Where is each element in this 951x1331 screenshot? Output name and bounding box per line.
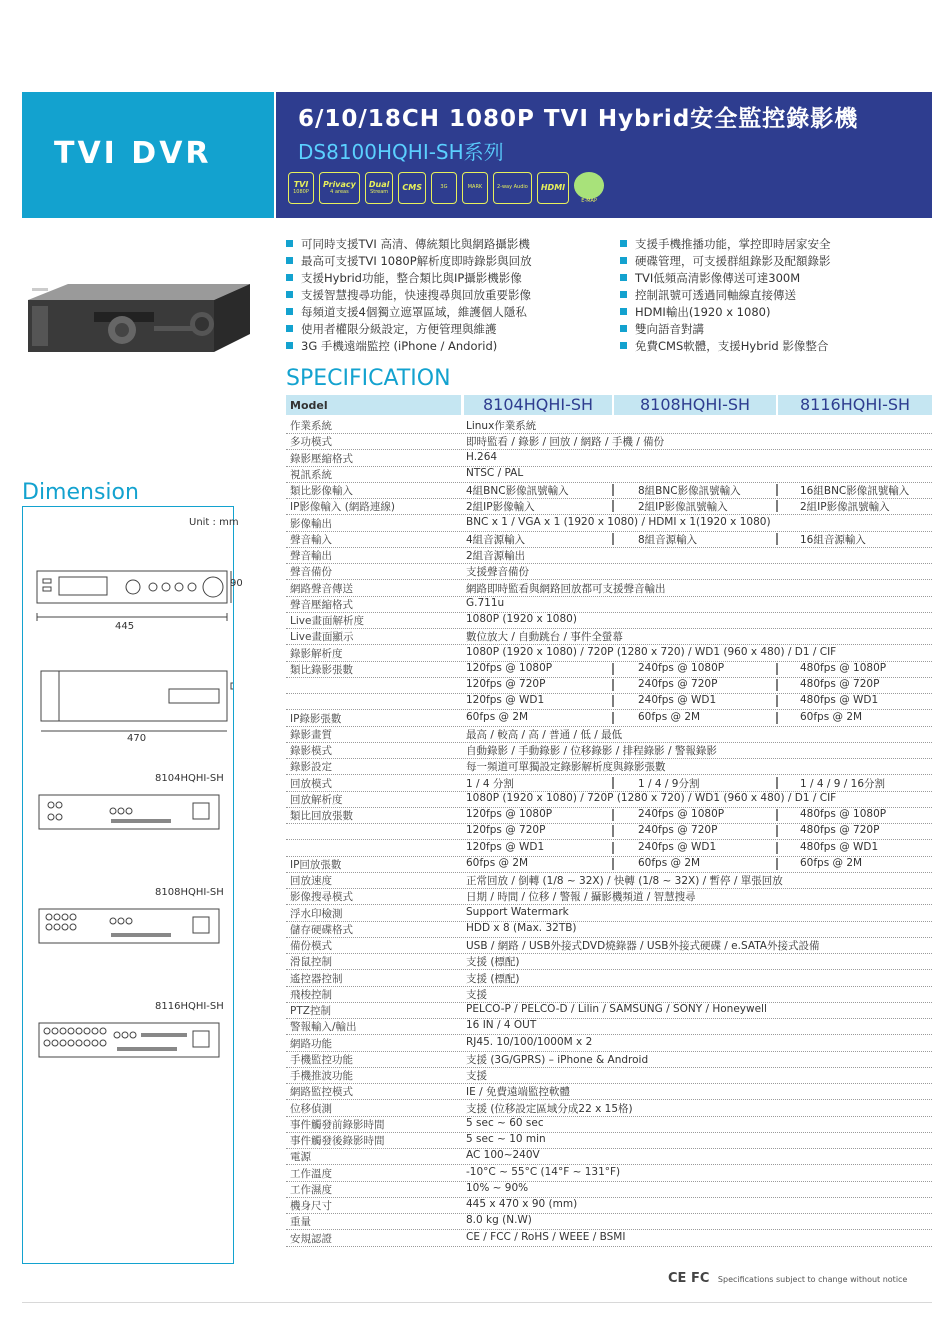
spec-table bbox=[286, 395, 932, 1252]
feature-item: 硬碟管理，可支援群組錄影及配額錄影 bbox=[620, 253, 831, 270]
spec-row bbox=[286, 580, 932, 597]
spec-row bbox=[286, 1148, 932, 1165]
spec-label: 事件觸發後錄影時間 bbox=[290, 1135, 385, 1147]
spec-label: 錄影解析度 bbox=[290, 647, 343, 660]
spec-label: 錄影模式 bbox=[290, 745, 332, 757]
spec-label: 備份模式 bbox=[290, 940, 332, 952]
spec-value: IE / 免費遠端監控軟體 bbox=[466, 1086, 570, 1099]
feature-item: 免費CMS軟體，支援Hybrid 影像整合 bbox=[620, 338, 828, 355]
column-separator bbox=[776, 825, 778, 837]
spec-value: 10% ~ 90% bbox=[466, 1181, 529, 1194]
column-separator bbox=[776, 484, 778, 496]
spec-value: 5 sec ~ 10 min bbox=[466, 1133, 546, 1145]
column-separator bbox=[776, 500, 778, 512]
spec-label: 聲音壓縮格式 bbox=[290, 598, 353, 611]
spec-label: IP影像輸入 (網路連線) bbox=[290, 501, 395, 514]
spec-label: 遙控器控制 bbox=[290, 972, 343, 985]
model-header-label: Model bbox=[286, 395, 461, 415]
column-separator bbox=[612, 484, 614, 496]
model-header-8104: 8104HQHI-SH bbox=[464, 395, 612, 415]
spec-label: 錄影畫質 bbox=[290, 728, 332, 741]
spec-value: 支援 (3G/GPRS) – iPhone & Android bbox=[466, 1053, 649, 1066]
spec-label: 類比錄影張數 bbox=[290, 663, 353, 676]
column-separator bbox=[612, 825, 614, 837]
spec-label: 回放解析度 bbox=[290, 793, 343, 806]
spec-value-c1: 120fps @ 720P bbox=[466, 824, 546, 837]
feature-item: 使用者權限分級設定，方便管理與維護 bbox=[286, 321, 497, 338]
column-separator bbox=[776, 712, 778, 724]
spec-label: 視訊系統 bbox=[290, 468, 332, 481]
spec-value: 正常回放 / 倒轉 (1/8 ~ 32X) / 快轉 (1/8 ~ 32X) / 暫停 / 單張回放 bbox=[466, 875, 783, 887]
spec-row bbox=[286, 1181, 932, 1198]
spec-value: G.711u bbox=[466, 596, 505, 609]
spec-value: Support Watermark bbox=[466, 905, 569, 918]
spec-label: 錄影設定 bbox=[290, 761, 332, 774]
spec-value-c2: 240fps @ WD1 bbox=[638, 694, 717, 707]
spec-value-c2: 240fps @ 1080P bbox=[638, 661, 725, 674]
spec-value-c3: 60fps @ 2M bbox=[800, 856, 863, 869]
rear-view-label-1: 8104HQHI-SH bbox=[155, 773, 224, 784]
bullet-square-icon bbox=[286, 257, 293, 264]
spec-row bbox=[286, 1018, 932, 1035]
feature-item: HDMI輸出(1920 x 1080) bbox=[620, 304, 770, 321]
spec-value: 即時監看 / 錄影 / 回放 / 網路 / 手機 / 備份 bbox=[466, 436, 665, 449]
spec-value: AC 100~240V bbox=[466, 1149, 540, 1162]
spec-label: 事件觸發前錄影時間 bbox=[290, 1118, 385, 1131]
column-separator bbox=[776, 809, 778, 821]
spec-value-c1: 60fps @ 2M bbox=[466, 856, 529, 869]
spec-label: 儲存硬碟格式 bbox=[290, 923, 353, 936]
spec-value: 支援 (位移設定區域分成22 x 15格) bbox=[466, 1102, 633, 1115]
spec-value: BNC x 1 / VGA x 1 (1920 x 1080) / HDMI x 1(1920 x 1080) bbox=[466, 515, 771, 528]
spec-row bbox=[286, 563, 932, 580]
bullet-square-icon bbox=[286, 291, 293, 298]
spec-label: 聲音備份 bbox=[290, 566, 332, 579]
spec-row bbox=[286, 1132, 932, 1149]
feature-item: 雙向語音對講 bbox=[620, 321, 704, 338]
spec-label: 網路功能 bbox=[290, 1037, 332, 1050]
spec-row bbox=[286, 840, 932, 857]
spec-row bbox=[286, 872, 932, 889]
spec-row bbox=[286, 661, 932, 678]
spec-value: 8.0 kg (N.W) bbox=[466, 1214, 532, 1227]
spec-value-c2: 240fps @ 720P bbox=[638, 824, 718, 837]
spec-value-c1: 120fps @ 1080P bbox=[466, 808, 553, 820]
spec-value: 支援 (標配) bbox=[466, 956, 520, 969]
column-separator bbox=[612, 679, 614, 691]
spec-value-c1: 2組IP影像輸入 bbox=[466, 501, 535, 514]
spec-row bbox=[286, 775, 932, 792]
bullet-square-icon bbox=[620, 257, 627, 264]
feature-item: 3G 手機遠端監控 (iPhone / Andorid) bbox=[286, 338, 497, 355]
spec-value-c2: 1 / 4 / 9分割 bbox=[638, 777, 700, 790]
feature-badge: TVI 1080P bbox=[288, 172, 314, 204]
bullet-square-icon bbox=[286, 342, 293, 349]
spec-value-c1: 120fps @ WD1 bbox=[466, 694, 545, 707]
bullet-square-icon bbox=[286, 274, 293, 281]
spec-value: 1080P (1920 x 1080) / 720P (1280 x 720) / WD1 (960 x 480) / D1 / CIF bbox=[466, 645, 837, 658]
spec-label: 網路監控模式 bbox=[290, 1086, 353, 1099]
unit-label: Unit : mm bbox=[189, 517, 239, 528]
spec-row bbox=[286, 856, 932, 873]
spec-row bbox=[286, 515, 932, 532]
height-dimension: 90 bbox=[230, 578, 243, 589]
spec-value: 最高 / 較高 / 高 / 普通 / 低 / 最低 bbox=[466, 728, 623, 741]
spec-row bbox=[286, 742, 932, 759]
spec-value: H.264 bbox=[466, 450, 498, 463]
model-header-8108: 8108HQHI-SH bbox=[614, 395, 776, 415]
feature-badge: 3G bbox=[431, 172, 457, 204]
spec-label: 安規認證 bbox=[290, 1232, 332, 1245]
feature-item: 支援Hybrid功能，整合類比與IP攝影機影像 bbox=[286, 270, 522, 287]
header-title-panel bbox=[276, 92, 932, 218]
spec-value-c1: 60fps @ 2M bbox=[466, 710, 529, 723]
bullet-square-icon bbox=[620, 325, 627, 332]
spec-row bbox=[286, 791, 932, 808]
product-title: 6/10/18CH 1080P TVI Hybrid安全監控錄影機 bbox=[298, 106, 859, 132]
spec-row bbox=[286, 417, 932, 434]
spec-row bbox=[286, 1035, 932, 1052]
spec-value-c3: 60fps @ 2M bbox=[800, 710, 863, 723]
spec-value-c1: 4組音源輸入 bbox=[466, 533, 526, 546]
brand-title: TVI DVR bbox=[54, 136, 212, 171]
feature-badge: MARK bbox=[462, 172, 488, 204]
spec-value-c1: 120fps @ 720P bbox=[466, 678, 546, 690]
product-series: DS8100HQHI-SH系列 bbox=[298, 140, 504, 164]
spec-value-c3: 480fps @ WD1 bbox=[800, 694, 879, 707]
spec-row bbox=[286, 450, 932, 467]
spec-value-c3: 480fps @ 720P bbox=[800, 824, 880, 837]
spec-label: 電源 bbox=[290, 1151, 311, 1164]
spec-value: 自動錄影 / 手動錄影 / 位移錄影 / 排程錄影 / 警報錄影 bbox=[466, 745, 717, 757]
column-separator bbox=[776, 679, 778, 691]
spec-value-c2: 60fps @ 2M bbox=[638, 710, 701, 723]
rear-view-label-2: 8108HQHI-SH bbox=[155, 887, 224, 898]
spec-value: -10°C ~ 55°C (14°F ~ 131°F) bbox=[466, 1165, 621, 1178]
feature-item: TVI低頻高清影像傳送可達300M bbox=[620, 270, 800, 287]
spec-row bbox=[286, 677, 932, 694]
spec-row bbox=[286, 1100, 932, 1117]
spec-row bbox=[286, 970, 932, 987]
emap-globe-icon bbox=[574, 172, 604, 199]
spec-value-c2: 8組音源輸入 bbox=[638, 533, 698, 546]
spec-label: Live畫面顯示 bbox=[290, 631, 354, 644]
spec-row bbox=[286, 612, 932, 629]
spec-label: 聲音輸入 bbox=[290, 533, 332, 546]
dimension-title: Dimension bbox=[22, 480, 139, 505]
spec-value: 16 IN / 4 OUT bbox=[466, 1019, 537, 1032]
spec-label: PTZ控制 bbox=[290, 1005, 331, 1017]
column-separator bbox=[612, 533, 614, 545]
spec-row bbox=[286, 1067, 932, 1084]
spec-row bbox=[286, 905, 932, 922]
column-separator bbox=[612, 663, 614, 675]
spec-label: 手機監控功能 bbox=[290, 1053, 353, 1066]
spec-row bbox=[286, 1002, 932, 1019]
spec-value-c3: 480fps @ 1080P bbox=[800, 661, 887, 674]
spec-row bbox=[286, 823, 932, 840]
spec-label: 影像輸出 bbox=[290, 517, 332, 530]
spec-row bbox=[286, 758, 932, 775]
column-separator bbox=[776, 858, 778, 870]
spec-value-c1: 1 / 4 分割 bbox=[466, 777, 514, 790]
spec-label: 錄影壓縮格式 bbox=[290, 452, 353, 465]
spec-value: 5 sec ~ 60 sec bbox=[466, 1116, 544, 1129]
spec-label: 警報輸入/輸出 bbox=[290, 1021, 357, 1034]
bullet-square-icon bbox=[620, 291, 627, 298]
spec-row bbox=[286, 1165, 932, 1182]
bullet-square-icon bbox=[286, 325, 293, 332]
spec-value: 445 x 470 x 90 (mm) bbox=[466, 1198, 578, 1210]
footer-divider bbox=[22, 1302, 932, 1303]
spec-row bbox=[286, 710, 932, 727]
rear-view-8104 bbox=[37, 793, 223, 833]
spec-value-c2: 240fps @ 720P bbox=[638, 678, 718, 690]
spec-value: 每一頻道可單獨設定錄影解析度與錄影張數 bbox=[466, 761, 666, 774]
spec-value: 網路即時監看與網路回放都可支援聲音輸出 bbox=[466, 582, 666, 595]
feature-badge: 2-way Audio bbox=[493, 172, 532, 204]
spec-value-c3: 16組音源輸入 bbox=[800, 533, 866, 546]
spec-row bbox=[286, 953, 932, 970]
width-dimension: 445 bbox=[115, 621, 135, 632]
spec-value-c1: 120fps @ WD1 bbox=[466, 840, 545, 853]
spec-row bbox=[286, 1230, 932, 1247]
spec-label: 回放模式 bbox=[290, 777, 332, 790]
spec-value: Linux作業系統 bbox=[466, 420, 537, 432]
spec-value: HDD x 8 (Max. 32TB) bbox=[466, 921, 577, 934]
ce-fc-mark: CE FC bbox=[668, 1271, 710, 1286]
spec-label: 工作濕度 bbox=[290, 1183, 332, 1196]
spec-value-c1: 120fps @ 1080P bbox=[466, 661, 553, 674]
rear-view-label-3: 8116HQHI-SH bbox=[155, 1001, 224, 1012]
spec-value: 支援 bbox=[466, 988, 487, 1001]
spec-value: 支援 bbox=[466, 1070, 487, 1082]
spec-value: 2組音源輸出 bbox=[466, 550, 526, 562]
spec-label: 作業系統 bbox=[290, 420, 332, 432]
column-separator bbox=[612, 500, 614, 512]
spec-row bbox=[286, 1051, 932, 1068]
spec-label: 手機推波功能 bbox=[290, 1070, 353, 1082]
spec-value-c3: 16組BNC影像訊號輸入 bbox=[800, 485, 910, 497]
spec-label: 聲音輸出 bbox=[290, 550, 332, 562]
spec-value-c2: 240fps @ WD1 bbox=[638, 840, 717, 853]
spec-label: 類比回放張數 bbox=[290, 810, 353, 822]
spec-row bbox=[286, 628, 932, 645]
feature-item: 可同時支援TVI 高清、傳統類比與網路攝影機 bbox=[286, 236, 530, 253]
spec-row bbox=[286, 498, 932, 515]
feature-item: 最高可支援TVI 1080P解析度即時錄影與回放 bbox=[286, 253, 532, 270]
spec-label: IP回放張數 bbox=[290, 858, 342, 871]
spec-label: 飛梭控制 bbox=[290, 988, 332, 1001]
spec-value: 數位放大 / 自動跳台 / 事件全螢幕 bbox=[466, 631, 623, 644]
column-separator bbox=[612, 858, 614, 870]
spec-row bbox=[286, 1197, 932, 1214]
bullet-square-icon bbox=[620, 308, 627, 315]
footer-note-text: Specifications subject to change without notice bbox=[717, 1275, 908, 1284]
spec-row bbox=[286, 433, 932, 450]
rear-view-8116 bbox=[37, 1021, 223, 1061]
spec-row bbox=[286, 466, 932, 483]
spec-row bbox=[286, 547, 932, 564]
spec-label: 工作溫度 bbox=[290, 1167, 332, 1180]
column-separator bbox=[612, 842, 614, 854]
spec-value: 1080P (1920 x 1080) / 720P (1280 x 720) / WD1 (960 x 480) / D1 / CIF bbox=[466, 791, 837, 804]
spec-row bbox=[286, 807, 932, 824]
spec-value-c1: 4組BNC影像訊號輸入 bbox=[466, 485, 569, 497]
column-separator bbox=[612, 695, 614, 707]
spec-value-c2: 60fps @ 2M bbox=[638, 856, 701, 869]
spec-label: 滑鼠控制 bbox=[290, 956, 332, 969]
spec-value: 日期 / 時間 / 位移 / 警報 / 攝影機頻道 / 智慧搜尋 bbox=[466, 891, 696, 904]
model-header-8116: 8116HQHI-SH bbox=[778, 395, 932, 415]
spec-value-c3: 1 / 4 / 9 / 16分割 bbox=[800, 777, 886, 790]
spec-value-c3: 480fps @ 1080P bbox=[800, 808, 887, 820]
spec-value-c3: 480fps @ 720P bbox=[800, 678, 880, 690]
spec-value: USB / 網路 / USB外接式DVD燒錄器 / USB外接式硬碟 / e.SATA外接式設備 bbox=[466, 940, 820, 952]
spec-row bbox=[286, 1116, 932, 1133]
spec-label: 回放速度 bbox=[290, 875, 332, 887]
column-separator bbox=[776, 777, 778, 789]
spec-value-c2: 2組IP影像訊號輸入 bbox=[638, 501, 728, 514]
feature-item: 支援智慧搜尋功能，快速搜尋與回放重要影像 bbox=[286, 287, 531, 304]
column-separator bbox=[612, 777, 614, 789]
feature-badge: Dual Stream bbox=[365, 172, 393, 204]
spec-value-c2: 240fps @ 1080P bbox=[638, 808, 725, 820]
column-separator bbox=[612, 809, 614, 821]
spec-row bbox=[286, 482, 932, 499]
spec-label: 多功模式 bbox=[290, 436, 332, 449]
spec-value: 支援聲音備份 bbox=[466, 566, 529, 579]
spec-label: 影像搜尋模式 bbox=[290, 891, 353, 904]
spec-label: Live畫面解析度 bbox=[290, 615, 364, 627]
spec-row bbox=[286, 693, 932, 710]
feature-badge: CMS bbox=[398, 172, 426, 204]
column-separator bbox=[776, 842, 778, 854]
spec-row bbox=[286, 596, 932, 613]
spec-row bbox=[286, 986, 932, 1003]
footer-note bbox=[668, 1271, 907, 1286]
spec-row bbox=[286, 921, 932, 938]
feature-badge: HDMI bbox=[537, 172, 569, 204]
feature-item: 支援手機推播功能，掌控即時居家安全 bbox=[620, 236, 831, 253]
spec-label: IP錄影張數 bbox=[290, 712, 342, 725]
spec-label: 位移偵測 bbox=[290, 1102, 332, 1115]
column-separator bbox=[776, 663, 778, 675]
feature-item: 控制訊號可透過同軸線直接傳送 bbox=[620, 287, 796, 304]
spec-label: 浮水印檢測 bbox=[290, 907, 343, 920]
spec-value-c3: 2組IP影像訊號輸入 bbox=[800, 501, 890, 514]
spec-section-title: SPECIFICATION bbox=[286, 366, 451, 391]
spec-value: NTSC / PAL bbox=[466, 466, 524, 479]
rear-view-8108 bbox=[37, 907, 223, 947]
feature-badge: E-MAP bbox=[574, 172, 604, 204]
spec-value-c2: 8組BNC影像訊號輸入 bbox=[638, 485, 741, 497]
dimension-panel bbox=[22, 506, 243, 1264]
bullet-square-icon bbox=[286, 308, 293, 315]
spec-row bbox=[286, 531, 932, 548]
spec-row bbox=[286, 888, 932, 905]
spec-label: 機身尺寸 bbox=[290, 1200, 332, 1212]
spec-row bbox=[286, 937, 932, 954]
spec-label: 網路聲音傳送 bbox=[290, 582, 353, 595]
spec-row bbox=[286, 726, 932, 743]
depth-dimension: 470 bbox=[127, 733, 147, 744]
spec-value: 1080P (1920 x 1080) bbox=[466, 613, 577, 625]
header-brand-panel bbox=[22, 92, 274, 218]
spec-label: 類比影像輸入 bbox=[290, 485, 353, 497]
spec-row bbox=[286, 645, 932, 662]
bullet-square-icon bbox=[620, 342, 627, 349]
feature-badge: Privacy 4 areas bbox=[319, 172, 360, 204]
column-separator bbox=[776, 533, 778, 545]
column-separator bbox=[612, 712, 614, 724]
spec-row bbox=[286, 1083, 932, 1100]
dvr-product-image bbox=[24, 262, 252, 362]
spec-value: 支援 (標配) bbox=[466, 972, 520, 985]
bullet-square-icon bbox=[620, 240, 627, 247]
column-separator bbox=[776, 695, 778, 707]
spec-value: CE / FCC / RoHS / WEEE / BSMI bbox=[466, 1230, 626, 1243]
spec-value: RJ45. 10/100/1000M x 2 bbox=[466, 1035, 593, 1048]
spec-value: PELCO-P / PELCO-D / Lilin / SAMSUNG / SONY / Honeywell bbox=[466, 1003, 767, 1015]
feature-badges bbox=[288, 172, 604, 206]
spec-row bbox=[286, 1213, 932, 1230]
spec-label: 重量 bbox=[290, 1216, 311, 1229]
spec-value-c3: 480fps @ WD1 bbox=[800, 840, 879, 853]
bullet-square-icon bbox=[620, 274, 627, 281]
feature-item: 每頻道支援4個獨立遮罩區域，維護個人隱私 bbox=[286, 304, 527, 321]
bullet-square-icon bbox=[286, 240, 293, 247]
